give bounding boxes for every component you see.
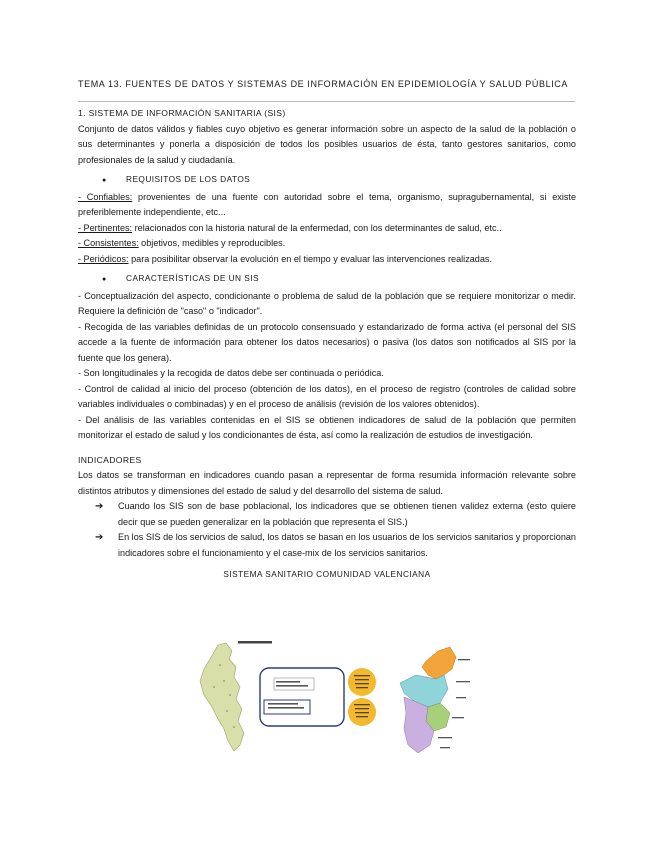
requisitos-heading-label: REQUISITOS DE LOS DATOS <box>126 174 251 184</box>
indicador-item <box>93 530 576 561</box>
bullet-dot-icon: ● <box>102 177 107 184</box>
right-region-map-north <box>422 647 456 679</box>
indicadores-paragraph: Los datos se transforman en indicadores cuando pasan a representar de forma resumida información relevante sobre distintos atributos y dimensiones del estado de salud y del desarrollo del sistema de salud. <box>78 470 576 496</box>
requisito-text: objetivos, medibles y reproducibles. <box>138 238 286 248</box>
left-region-map <box>200 643 244 751</box>
circle-node-1 <box>348 668 376 696</box>
requisito-text: provenientes de una fuente con autoridad sobre el tema, organismo, supragubernamental, si existe preferiblemente independiente, etc... <box>78 191 576 217</box>
requisito-item <box>78 190 576 221</box>
arrow-right-icon: ➔ <box>95 532 104 543</box>
system-item-box-1 <box>274 678 314 690</box>
requisito-term: - Pertinentes: <box>78 222 133 233</box>
requisitos-heading <box>102 172 576 189</box>
requisito-item <box>78 221 576 237</box>
indicadores-heading: INDICADORES <box>78 454 142 465</box>
requisito-item <box>78 236 576 252</box>
sis-definition-paragraph: Conjunto de datos válidos y fiables cuyo objetivo es generar información sobre un aspecto de la salud de la población o sus determinantes y ponerla a disposición de todos los posibles usuarios de ésta, tanto gestores sanitarios, como profesionales de la salud y ciudadanía. <box>78 123 576 165</box>
indicador-text: En los SIS de los servicios de salud, los datos se basan en los usuarios de los servicios sanitarios y proporcionan indicadores sobre el funcionamiento y el case-mix de los servicios sanitarios. <box>118 532 576 558</box>
caracteristicas-heading <box>102 271 576 288</box>
diagram-legend-mark <box>238 641 272 644</box>
requisito-term: - Confiables: <box>78 191 133 202</box>
caracteristica-item: - Conceptualización del aspecto, condicionante o problema de salud de la población que se requiere monitorizar o medir. Requiere la definición de "caso" o "indicador". <box>78 290 576 316</box>
central-system-box <box>260 668 344 726</box>
caracteristicas-heading-label: CARACTERÍSTICAS DE UN SIS <box>126 273 259 283</box>
arrow-right-icon: ➔ <box>95 501 104 512</box>
indicador-item <box>93 499 576 530</box>
title-divider <box>78 101 575 102</box>
requisito-text: para posibilitar observar la evolución en el tiempo y evaluar las intervenciones realizadas. <box>128 253 492 264</box>
requisito-term: - Periódicos: <box>78 253 129 264</box>
caracteristica-item: - Del análisis de las variables contenidas en el SIS se obtienen indicadores de salud de la población que permiten monitorizar el estado de salud y los condicionantes de ésta, así como la realización de estudios de investigación. <box>78 414 576 440</box>
document-title: TEMA 13. FUENTES DE DATOS Y SISTEMAS DE INFORMACIÓN EN EPIDEMIOLOGÍA Y SALUD PÚBLICA <box>78 79 569 89</box>
caracteristica-item: - Control de calidad al inicio del proceso (obtención de los datos), en el proceso de registro (controles de calidad sobre variables individuales o combinadas) y en el proceso de análisis (revisión de los valores obtenidos). <box>78 383 576 409</box>
indicador-text: Cuando los SIS son de base poblacional, los indicadores que se obtienen tienen validez externa (esto quiere decir que se pueden generalizar en la población que representa el SIS.) <box>118 501 576 527</box>
requisito-term: - Consistentes: <box>78 238 139 248</box>
caracteristica-item: - Recogida de las variables definidas de un protocolo consensuado y estandarizado de forma activa (el personal del SIS accede a la fuente de información para obtener los datos necesarios) o pasiva (los datos son notificados al SIS por la fuente que los genera). <box>78 321 576 363</box>
health-system-diagram <box>194 637 494 759</box>
caracteristica-item: - Son longitudinales y la recogida de datos debe ser continuada o periódica. <box>78 368 384 378</box>
requisito-item <box>78 252 576 268</box>
requisito-text: relacionados con la historia natural de la enfermedad, con los determinantes de salud, etc.. <box>132 222 502 233</box>
document-body <box>78 106 576 583</box>
figure-title: SISTEMA SANITARIO COMUNIDAD VALENCIANA <box>223 569 431 579</box>
section-heading-sis: 1. SISTEMA DE INFORMACIÓN SANITARIA (SIS) <box>78 108 286 118</box>
bullet-dot-icon: ● <box>102 276 107 283</box>
